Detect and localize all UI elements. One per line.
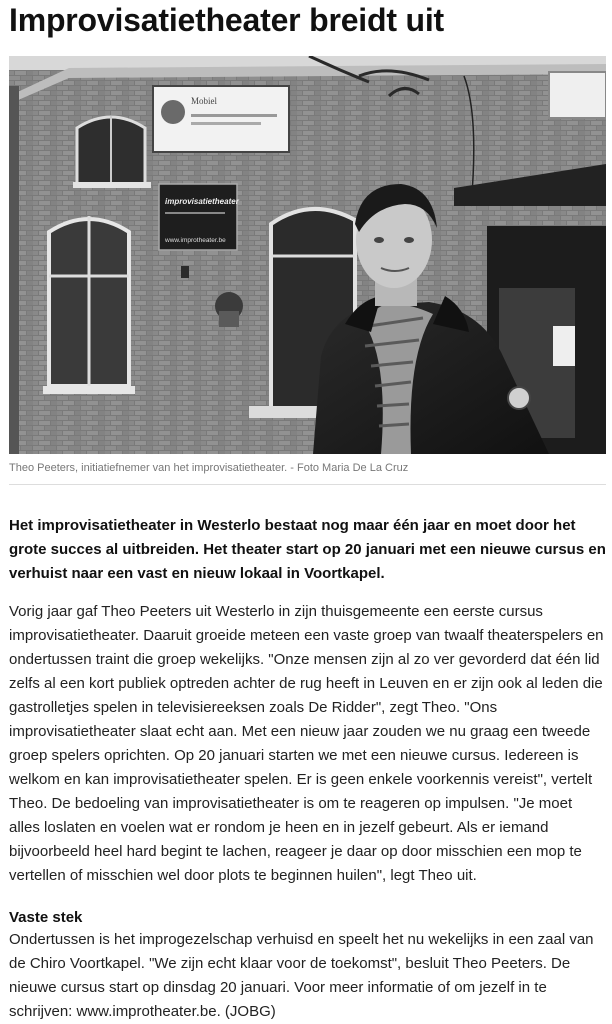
article-photo <box>9 56 606 454</box>
caption-divider <box>9 484 606 485</box>
article-title: Improvisatietheater breidt uit <box>9 2 444 38</box>
sign-url-text: www.improtheater.be <box>165 237 226 244</box>
photo-illustration <box>9 56 606 454</box>
photo-caption: Theo Peeters, initiatiefnemer van het improvisatietheater. - Foto Maria De La Cruz <box>9 462 409 474</box>
article-lead: Het improvisatietheater in Westerlo bestaat nog maar één jaar en moet door het grote succes al uitbreiden. Het theater start op 20 januari met een nieuwe cursus en verhuist naar een vast en nieuw lokaal in Voortkapel. <box>9 517 606 582</box>
sign-banner-text: Mobiel <box>191 96 217 106</box>
sign-main-text: improvisatietheater <box>165 197 239 206</box>
section-heading: Vaste stek <box>9 909 83 926</box>
article-body-section: Ondertussen is het improgezelschap verhuisd en speelt het nu wekelijks in een zaal van de Chiro Voortkapel. "We zijn echt klaar voor de toekomst", besluit Theo Peeters. De nieuwe cursus start op dinsdag 20 januari. Voor meer informatie of om jezelf in te schrijven: www.improtheater.be. (JOBG) <box>9 931 594 1020</box>
article-body: Vorig jaar gaf Theo Peeters uit Westerlo in zijn thuisgemeente een eerste cursus improvisatietheater. Daaruit groeide meteen een vaste groep van twaalf theaterspelers en ondertussen traint die groep wekelijks. "Onze mensen zijn al zo ver gevorderd dat één lid zelfs al een kort publiek optreden achter de rug heeft in Leuven en er zijn ook al leden die gastrolletjes spelen in televisiereeksen zoals De Ridder", zegt Theo. "Ons improvisatietheater slaat echt aan. Met een nieuw jaar zouden we nu graag een tweede groep spelers oprichten. Op 20 januari starten we met een nieuwe cursus. Iedereen is welkom en kan improvisatietheater spelen. Er is geen enkele voorkennis vereist", vertelt Theo. De bedoeling van improvisatietheater is om te reageren op impulsen. "Je moet alles loslaten en voelen wat er rondom je heen en in jezelf gebeurt. Als er iemand bijvoorbeeld heel hard begint te lachen, reageer je daar op door misschien een mop te vertellen of misschien wel door plots te beginnen huilen", legt Theo uit. <box>9 603 604 884</box>
